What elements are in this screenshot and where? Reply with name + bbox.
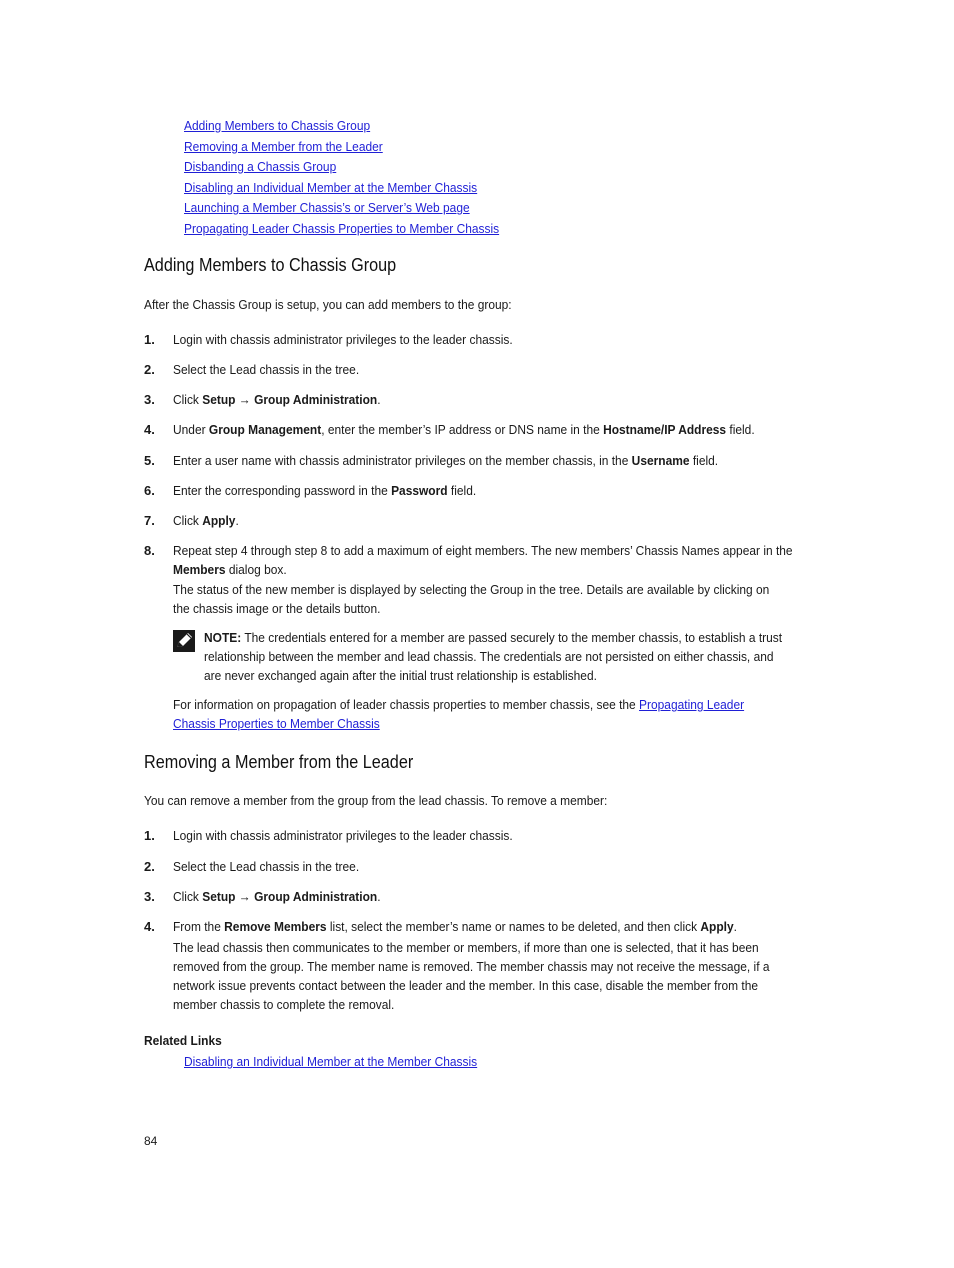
step-text: From the Remove Members list, select the member’s name or names to be deleted, and then click Apply. — [173, 919, 737, 934]
step-number: 6. — [144, 483, 155, 498]
step-number: 4. — [144, 919, 155, 934]
toc-item — [184, 219, 527, 240]
toc-list — [184, 116, 527, 240]
step-text: Repeat step 4 through step 8 to add a maximum of eight members. The new members’ Chassis Names appear in the Members dialog box. — [173, 543, 793, 577]
toc-item — [184, 116, 527, 137]
step-text: Login with chassis administrator privileges to the leader chassis. — [173, 828, 513, 843]
step-number: 7. — [144, 513, 155, 528]
toc-link-propagating[interactable]: Propagating Leader Chassis Properties to Member Chassis — [184, 220, 500, 236]
step-number: 8. — [144, 543, 155, 558]
note-label: NOTE: — [204, 630, 242, 645]
toc-item — [184, 157, 527, 178]
page-number: 84 — [144, 1134, 158, 1148]
toc-item — [184, 198, 527, 219]
step-text: Click Setup → Group Administration. — [173, 392, 381, 407]
step-number: 4. — [144, 422, 155, 437]
step-number: 2. — [144, 362, 155, 377]
step-text: Login with chassis administrator privileges to the leader chassis. — [173, 332, 513, 347]
step-number: 1. — [144, 332, 155, 347]
step-text: Select the Lead chassis in the tree. — [173, 859, 360, 874]
section2-intro: You can remove a member from the group from the lead chassis. To remove a member: — [144, 793, 608, 808]
related-link-item — [184, 1052, 503, 1071]
step-text: Select the Lead chassis in the tree. — [173, 362, 360, 377]
step-number: 1. — [144, 828, 155, 843]
propagating-link[interactable]: Propagating Leader — [639, 697, 745, 712]
step-number: 3. — [144, 392, 155, 407]
toc-link-launching-web-page[interactable]: Launching a Member Chassis’s or Server’s Web page — [184, 200, 470, 216]
step-number: 5. — [144, 453, 155, 468]
toc-link-disabling-member[interactable]: Disabling an Individual Member at the Member Chassis — [184, 179, 478, 195]
toc-item — [184, 137, 527, 158]
toc-link-disbanding[interactable]: Disbanding a Chassis Group — [184, 159, 337, 175]
toc-item — [184, 178, 527, 199]
step-text: Enter the corresponding password in the Password field. — [173, 483, 477, 498]
toc-link-adding-members[interactable]: Adding Members to Chassis Group — [184, 118, 371, 133]
step-text: Click Apply. — [173, 513, 239, 528]
step4-detail: The lead chassis then communicates to the member or members, if more than one is selected, that it has been removed from the group. The member name is removed. The member chassis may not receive the message, if a network issue prevents contact between the leader and the member. In this case, disable the member from the member chassis to complete the removal. — [173, 940, 770, 1012]
note-pencil-icon — [173, 630, 195, 652]
propagation-info: For information on propagation of leader chassis properties to member chassis, see the Propagating Leader Chassis Properties to Member Chassis — [173, 697, 745, 731]
note-block: NOTE: The credentials entered for a member are passed securely to the member chassis, to establish a trust relationship between the member and lead chassis. The credentials are not persisted on either chassis, and are never exchanged again after the initial trust relationship is established. — [204, 630, 783, 683]
step-text: Enter a user name with chassis administrator privileges on the member chassis, in the Username field. — [173, 453, 719, 468]
related-link-disabling-member[interactable]: Disabling an Individual Member at the Member Chassis — [184, 1054, 478, 1069]
section-heading-adding-members: Adding Members to Chassis Group — [144, 255, 397, 275]
toc-link-removing-member[interactable]: Removing a Member from the Leader — [184, 138, 383, 154]
related-links-label: Related Links — [144, 1033, 222, 1048]
section-heading-removing-member: Removing a Member from the Leader — [144, 752, 414, 772]
step-number: 2. — [144, 859, 155, 874]
propagating-link-cont[interactable]: Chassis Properties to Member Chassis — [173, 716, 380, 731]
step-number: 3. — [144, 889, 155, 904]
step-text: Under Group Management, enter the member’s IP address or DNS name in the Hostname/IP Address field. — [173, 422, 755, 437]
step-text: Click Setup → Group Administration. — [173, 889, 381, 904]
section1-intro: After the Chassis Group is setup, you can add members to the group: — [144, 297, 512, 312]
step8-detail: The status of the new member is displayed by selecting the Group in the tree. Details are available by clicking on the chassis image or the details button. — [173, 582, 770, 616]
